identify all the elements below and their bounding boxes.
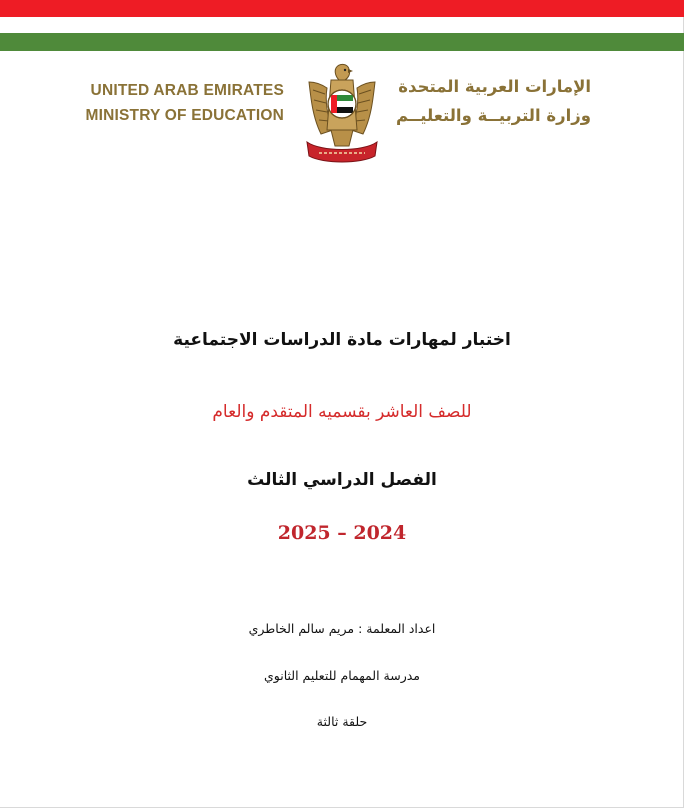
emblem-head [335,64,349,80]
header-country-ar: الإمارات العربية المتحدة [398,77,592,96]
school-name: مدرسة المهمام للتعليم الثانوي [264,668,420,683]
header-country-en: UNITED ARAB EMIRATES [90,82,284,99]
header-english [85,78,284,128]
header-arabic [396,72,591,130]
school-cycle: حلقة ثالثة [316,714,368,729]
academic-years: 2025 – 2024 [277,522,407,544]
header-ministry-ar: وزارة التربيــة والتعليــم [396,106,592,125]
uae-falcon-emblem-icon [301,60,383,164]
exam-term: الفصل الدراسي الثالث [247,470,437,490]
flag-red-band [0,0,684,17]
exam-title: اختبار لمهارات مادة الدراسات الاجتماعية [173,330,511,350]
prepared-by: اعداد المعلمة : مريم سالم الخاطري [248,621,436,636]
exam-grade-subtitle: للصف العاشر بقسميه المتقدم والعام [212,402,472,422]
header-ministry-en: MINISTRY OF EDUCATION [85,107,284,124]
flag-green-band [0,33,684,51]
